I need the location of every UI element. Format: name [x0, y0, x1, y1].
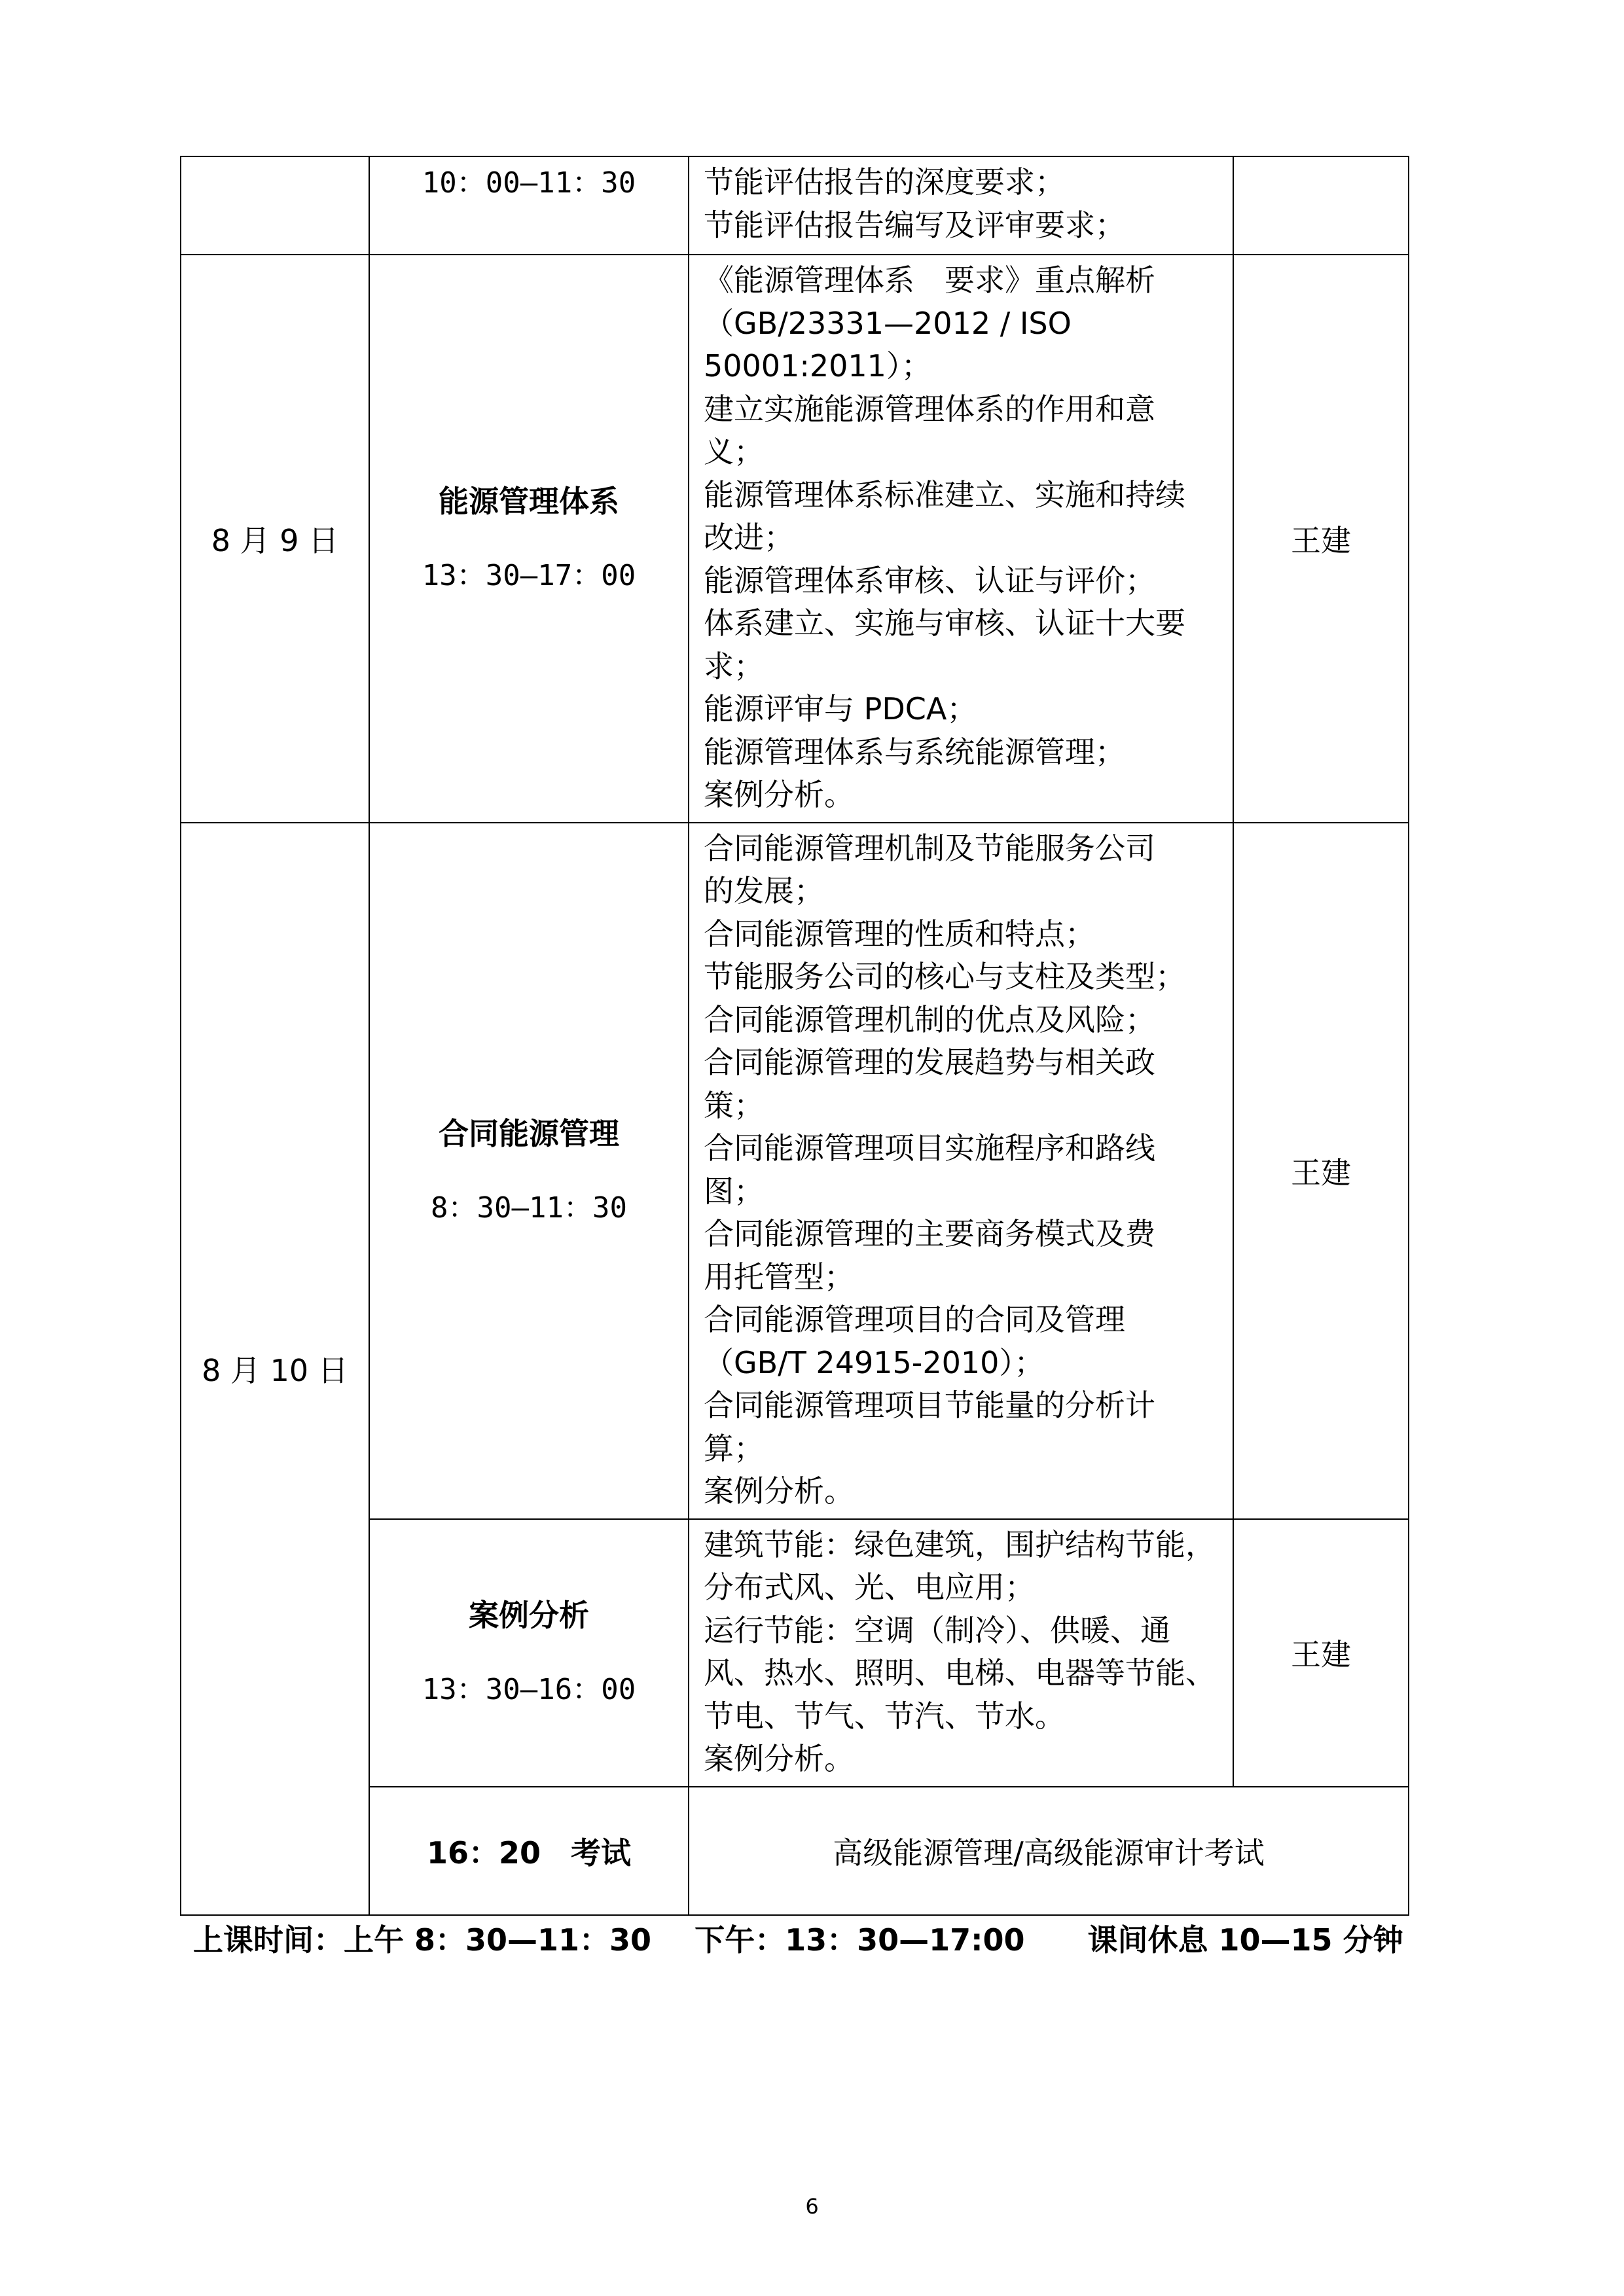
list-item: 合同能源管理的性质和特点； [704, 916, 1095, 952]
session-time: 10：00—11：30 [422, 166, 636, 200]
table-row [181, 255, 1409, 823]
list-item: 建筑节能：绿色建筑，围护结构节能， [704, 1526, 1216, 1562]
list-item: 合同能源管理机制及节能服务公司 [704, 830, 1155, 866]
session-time: 13：30—17：00 [422, 558, 636, 592]
list-item: 的发展； [704, 873, 824, 908]
session-time: 8：30—11：30 [431, 1191, 627, 1225]
table-row [181, 156, 1409, 255]
teacher-cell: 王建 [1233, 823, 1409, 1519]
session-title: 合同能源管理 [439, 1115, 619, 1151]
list-item: 能源管理体系审核、认证与评价； [704, 562, 1155, 598]
content-list [704, 255, 1225, 822]
list-item: 运行节能：空调（制冷）、供暖、通 [704, 1612, 1170, 1648]
list-item: 义； [704, 434, 764, 469]
date-cell: 8 月 10 日 [181, 823, 369, 1915]
session-title: 案例分析 [469, 1598, 589, 1633]
topic-cell [369, 156, 689, 255]
list-item: 合同能源管理项目实施程序和路线 [704, 1130, 1155, 1166]
content-cell [689, 1519, 1233, 1787]
list-item: 建立实施能源管理体系的作用和意 [704, 391, 1155, 427]
list-item: 分布式风、光、电应用； [704, 1570, 1035, 1605]
teacher-cell [1233, 156, 1409, 255]
list-item: 算； [704, 1430, 764, 1466]
list-item: （GB/23331—2012 / ISO [704, 305, 1072, 341]
list-item: 能源管理体系标准建立、实施和持续 [704, 476, 1185, 512]
list-item: 合同能源管理的发展趋势与相关政 [704, 1045, 1155, 1080]
list-item: 能源评审与 PDCA； [704, 691, 977, 726]
list-item: 用托管型； [704, 1259, 854, 1295]
content-list [704, 1520, 1225, 1786]
content-cell [689, 156, 1233, 255]
content-cell [689, 823, 1233, 1519]
list-item: 合同能源管理机制的优点及风险； [704, 1001, 1155, 1037]
list-item: 案例分析。 [704, 1741, 854, 1776]
list-item: 《能源管理体系 要求》重点解析 [704, 262, 1155, 298]
break-time-note: 课间休息 10—15 分钟 [1087, 1922, 1403, 1958]
date-cell [181, 156, 369, 255]
exam-time-cell: 16：20 考试 [369, 1787, 689, 1915]
date-cell: 8 月 9 日 [181, 255, 369, 823]
list-item: 合同能源管理项目的合同及管理 [704, 1302, 1125, 1337]
topic-cell [369, 1519, 689, 1787]
list-item: 节能服务公司的核心与支柱及类型； [704, 959, 1185, 994]
topic-cell [369, 823, 689, 1519]
list-item: 改进； [704, 520, 794, 555]
session-time: 13：30—16：00 [422, 1673, 636, 1706]
class-time-note [193, 1916, 1437, 1960]
class-time-morning: 上课时间：上午 8：30—11：30 [193, 1922, 652, 1958]
list-item: 合同能源管理的主要商务模式及费 [704, 1216, 1155, 1251]
list-item: （GB/T 24915-2010）； [704, 1344, 1045, 1380]
content-list [704, 823, 1225, 1518]
list-item: 策； [704, 1087, 764, 1123]
list-item: 50001:2011）； [704, 348, 931, 384]
content-cell [689, 255, 1233, 823]
list-item: 节电、节气、节汽、节水。 [704, 1698, 1065, 1734]
list-item: 节能评估报告编写及评审要求； [704, 207, 1125, 243]
list-item: 图； [704, 1173, 764, 1209]
teacher-cell: 王建 [1233, 1519, 1409, 1787]
topic-cell [369, 255, 689, 823]
exam-content-cell: 高级能源管理/高级能源审计考试 [689, 1787, 1409, 1915]
list-item: 合同能源管理项目节能量的分析计 [704, 1388, 1155, 1423]
schedule-table [180, 156, 1409, 1916]
teacher-cell: 王建 [1233, 255, 1409, 823]
list-item: 节能评估报告的深度要求； [704, 164, 1065, 200]
list-item: 案例分析。 [704, 1473, 854, 1509]
session-title: 能源管理体系 [439, 483, 619, 519]
list-item: 案例分析。 [704, 777, 854, 812]
list-item: 体系建立、实施与审核、认证十大要 [704, 605, 1185, 641]
class-time-afternoon: 下午：13：30—17:00 [695, 1922, 1025, 1958]
list-item: 求； [704, 648, 764, 684]
page-number: 6 [805, 2194, 819, 2219]
list-item: 能源管理体系与系统能源管理； [704, 734, 1125, 770]
list-item: 风、热水、照明、电梯、电器等节能、 [704, 1655, 1216, 1691]
table-row [181, 823, 1409, 1519]
content-list [704, 157, 1225, 252]
